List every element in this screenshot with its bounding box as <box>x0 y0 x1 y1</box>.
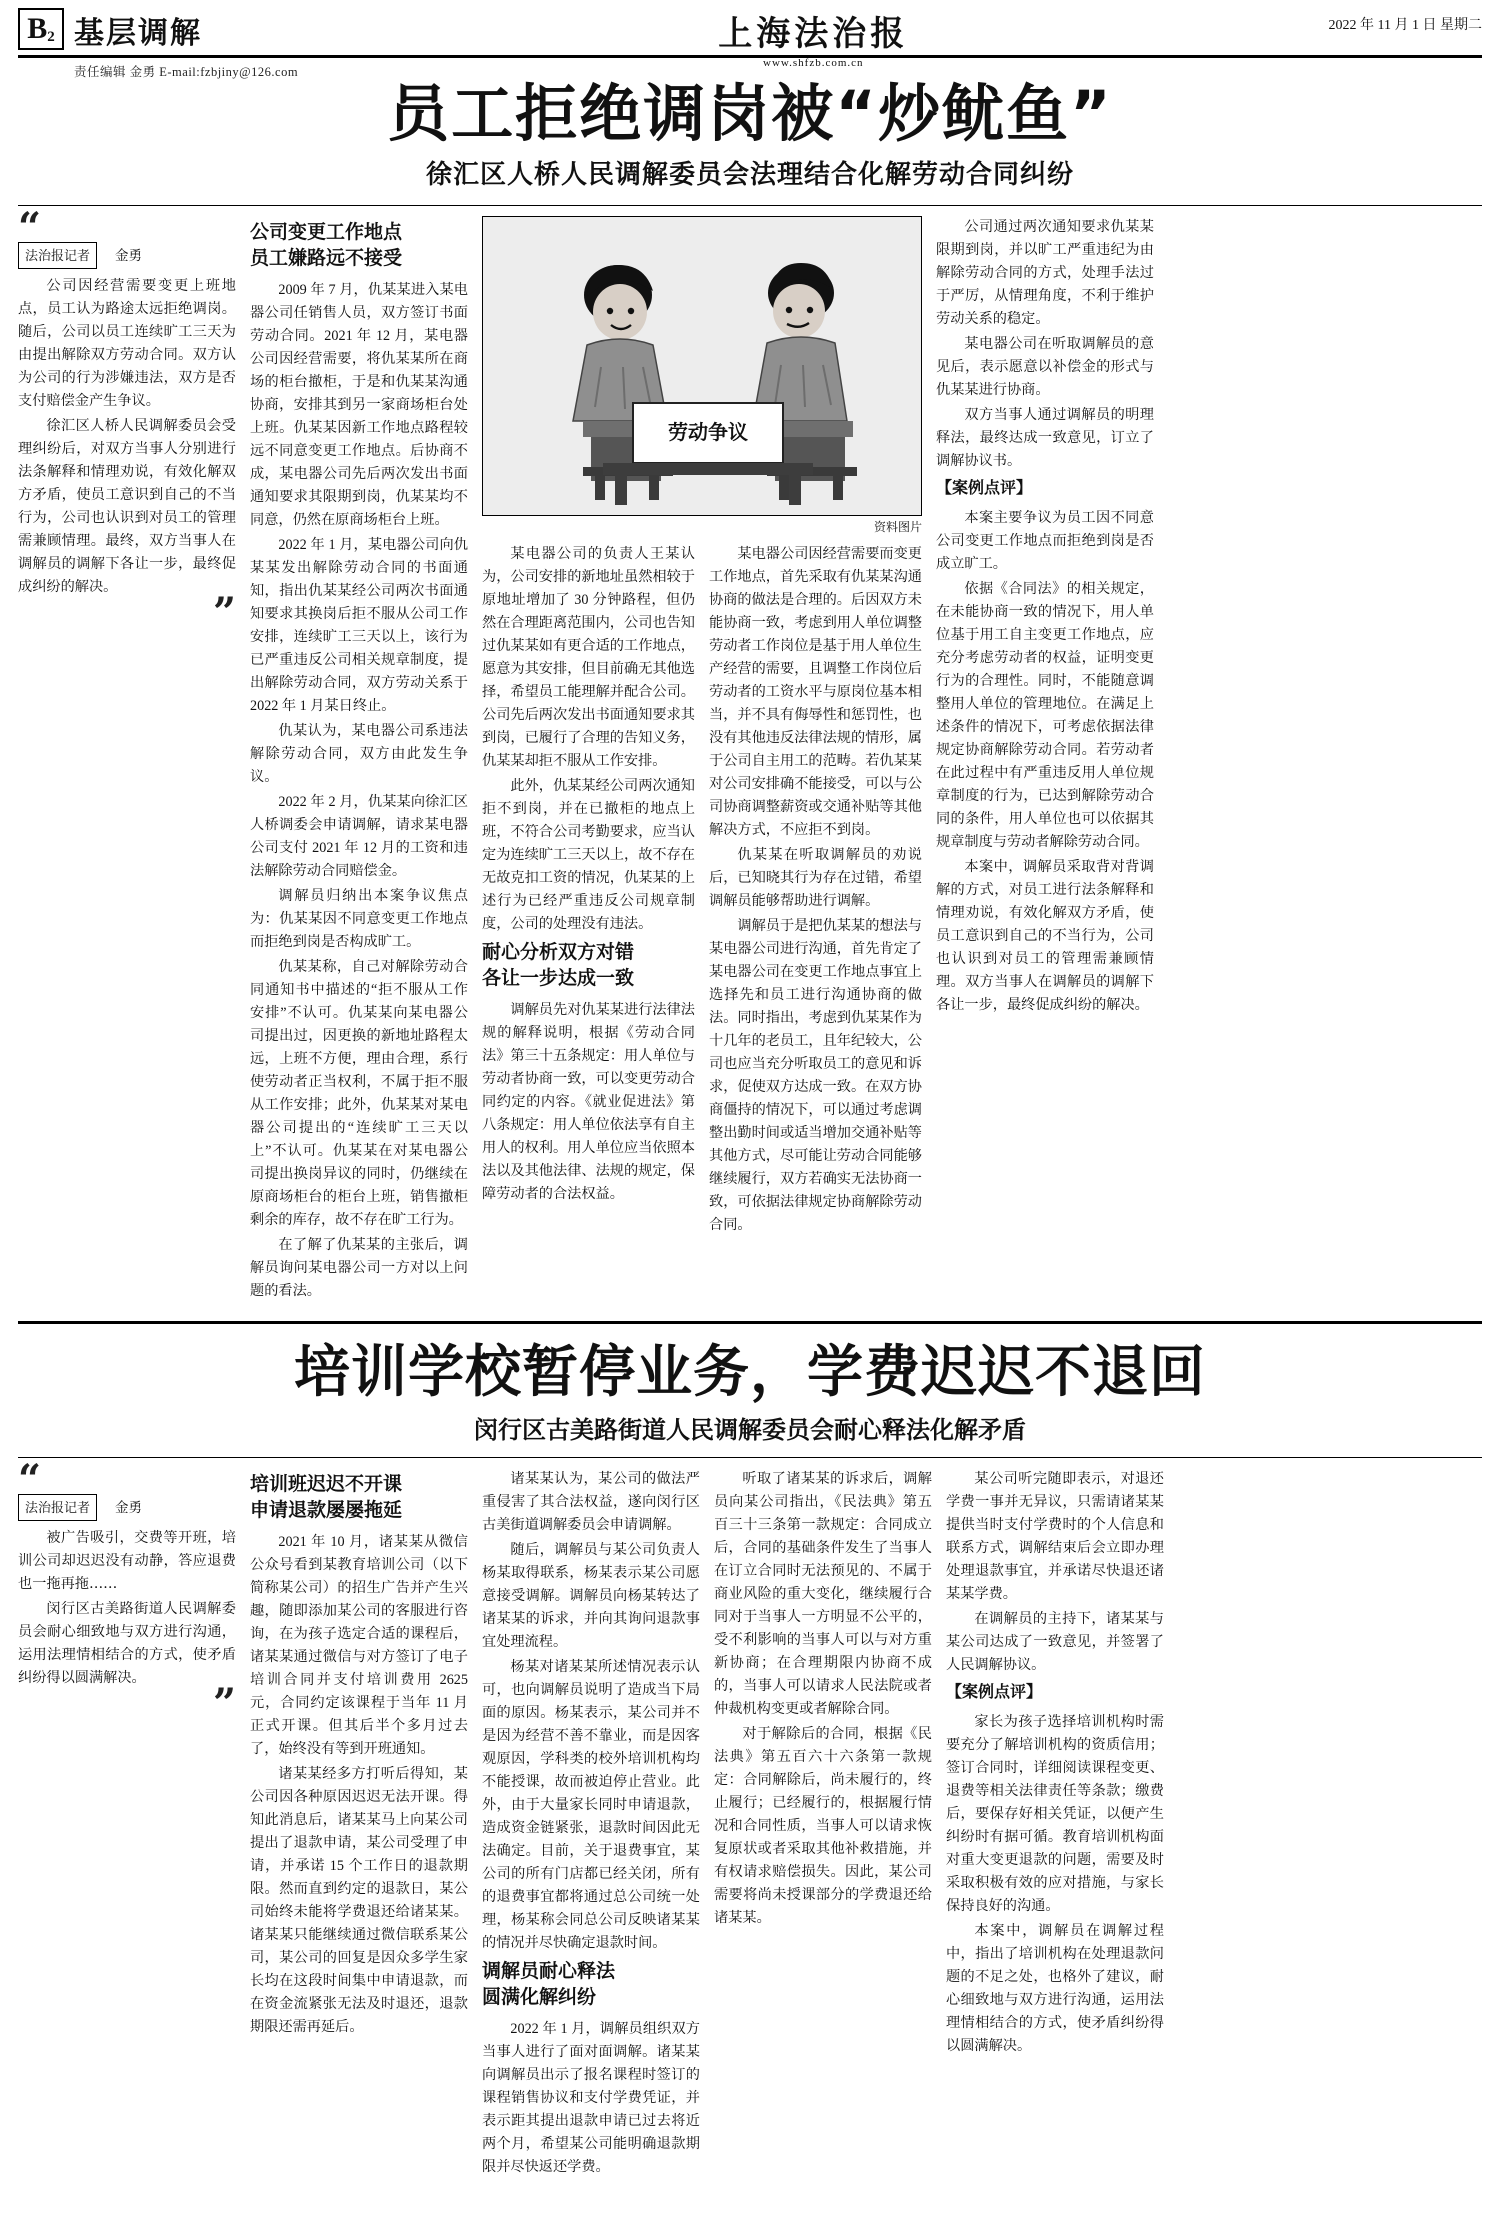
article-2-columns <box>18 1456 1482 2181</box>
article-2-column-4 <box>714 1468 932 1932</box>
article-1-subhead: 徐汇区人桥人民调解委员会法理结合化解劳动合同纠纷 <box>425 160 1074 191</box>
byline-name: 金勇 <box>115 1499 143 1515</box>
editor-line: 责任编辑 金勇 E-mail:fzbjiny@126.com <box>74 65 299 79</box>
article-2-lead-column <box>18 1456 236 1728</box>
body-paragraph: 调解员先对仇某某进行法律法规的解释说明，根据《劳动合同法》第三十五条规定：用人单位与劳动者协商一致，可以变更劳动合同约定的内容。《就业促进法》第八条规定：用人单位依法享有自主用人的权利。用人单位应当依照本法以及其他法律、法规的规定，保障劳动者的合法权益。 <box>482 1002 695 1203</box>
body-paragraph: 此外，仇某某经公司两次通知拒不到岗，并在已撤柜的地点上班，不符合公司考勤要求，应当认定为连续旷工三天以上，故不存在无故克扣工资的情况，仇某某的上述行为已经严重违反公司规章制度，公司的处理没有违法。 <box>482 778 695 933</box>
body-paragraph: 2022 年 1 月，调解员组织双方当事人进行了面对面调解。诸某某向调解员出示了报名课程时签订的课程销售协议和支付学费凭证，并表示距其提出退款申请已过去将近两个月，希望某公司能明确退款期限并尽快返还学费。 <box>482 2021 700 2176</box>
body-paragraph: 2022 年 2 月，仇某某向徐汇区人桥调委会申请调解，请求某电器公司支付 2021 年 12 月的工资和违法解除劳动合同赔偿金。 <box>250 794 468 880</box>
article-1-column-3 <box>482 543 695 1208</box>
body-paragraph: 杨某对诸某某所述情况表示认可，也向调解员说明了造成当下局面的原因。杨某表示，某公司并不是因为经营不善不靠业，而是因客观原因，学科类的校外培训机构均不能授课，故而被迫停止营业。此外，由于大量家长同时申请退款，造成资金链紧张，退款时间因此无法确定。目前，关于退费事宜，某公司的所有门店都已经关闭，所有的退费事宜都将通过总公司统一处理，杨某称会同总公司反映诸某某的情况并尽快确定退款时间。 <box>482 1659 700 1952</box>
body-paragraph: 某电器公司因经营需要而变更工作地点，首先采取有仇某某沟通协商的做法是合理的。后因双方未能协商一致，考虑到用人单位调整劳动者工作岗位是基于用人单位生产经营的需要，且调整工作岗位后劳动者的工资水平与原岗位基本相当，并不具有侮辱性和惩罚性，也没有其他违反法律法规的情形，属于公司自主用工的范畴。若仇某某对公司安排确不能接受，可以与公司协商调整薪资或交通补贴等其他解决方式，不应拒不到岗。 <box>709 546 922 839</box>
body-paragraph: 2009 年 7 月，仇某某进入某电器公司任销售人员，双方签订书面劳动合同。2021 年 12 月，某电器公司因经营需要，将仇某某所在商场的柜台撤柜，于是和仇某某沟通协商，安排其到另一家商场柜台处上班。仇某某因新工作地点路程较远不同意变更工作地点。后协商不成，某电器公司先后两次发出书面通知要求其限期到岗，仇某某均不同意，仍然在原商场柜台上班。 <box>250 282 468 529</box>
section-heading-line: 培训班迟迟不开课 <box>250 1473 403 1496</box>
article-2 <box>18 1342 1482 2181</box>
section-badge-number: 2 <box>47 29 55 45</box>
article-1-center-block <box>482 216 922 1239</box>
section-heading <box>250 220 468 271</box>
body-paragraph: 2022 年 1 月，某电器公司向仇某某发出解除劳动合同的书面通知，指出仇某某经公司两次书面通知要求其换岗后拒不服从公司工作安排，连续旷工三天以上，该行为已严重违反公司相关规章制度，提出解除劳动合同，双方劳动关系于 2022 年 1 月某日终止。 <box>250 537 468 715</box>
byline-label: 法治报记者 <box>18 242 97 269</box>
byline-name: 金勇 <box>115 247 143 263</box>
section-heading-line: 员工嫌路远不接受 <box>250 246 403 269</box>
paper-name: 上海法治报 <box>718 14 909 54</box>
byline-label: 法治报记者 <box>18 1494 97 1521</box>
comment-paragraph: 依据《合同法》的相关规定，在未能协商一致的情况下，用人单位基于用工自主变更工作地点，应充分考虑劳动者的权益，证明变更行为的合理性。同时，不能随意调整用人单位的管理地位。在满足上述条件的情况下，可考虑依据法律规定协商解除劳动合同。若劳动者在此过程中有严重违反用人单位规章制度的行为，已达到解除劳动合同的条件，用人单位也可以依据其规章制度与劳动者解除劳动合同。 <box>936 580 1154 850</box>
divider <box>18 1457 1482 1458</box>
body-paragraph: 双方当事人通过调解员的明理释法，最终达成一致意见，订立了调解协议书。 <box>936 407 1154 470</box>
article-1-headline: 员工拒绝调岗被“炒鱿鱼” <box>387 77 1113 150</box>
section-heading-line: 耐心分析双方对错 <box>482 941 635 964</box>
body-paragraph: 调解员归纳出本案争议焦点为：仇某某因不同意变更工作地点而拒绝到岗是否构成旷工。 <box>250 888 468 951</box>
body-paragraph: 随后，调解员与某公司负责人杨某取得联系，杨某表示某公司愿意接受调解。调解员向杨某转达了诸某某的诉求，并向其询问退款事宜处理流程。 <box>482 1542 700 1651</box>
masthead <box>18 0 1482 79</box>
article-1-column-5 <box>936 216 1154 1019</box>
body-paragraph: 某公司听完随即表示，对退还学费一事并无异议，只需请诸某某提供当时支付学费时的个人信息和联系方式，调解结束后会立即办理处理退款事宜，并承诺尽快退还诸某某学费。 <box>946 1471 1164 1603</box>
paper-url[interactable]: www.shfzb.com.cn <box>763 57 864 69</box>
section-heading <box>482 1959 700 2010</box>
section-heading <box>482 940 695 991</box>
masthead-left <box>18 6 298 80</box>
body-paragraph: 某电器公司的负责人王某认为，公司安排的新地址虽然相较于原地址增加了 30 分钟路程，但仍然在合理距离范围内，公司也告知过仇某某如有更合适的工作地点，愿意为其安排，但目前确无其他选择，希望员工能理解并配合公司。公司先后两次发出书面通知要求其到岗，已履行了合理的告知义务，仇某某却拒不服从工作安排。 <box>482 546 695 770</box>
lead-paragraph: 徐汇区人桥人民调解委员会受理纠纷后，对双方当事人分别进行法条解释和情理劝说，有效化解双方矛盾，使员工意识到自己的不当行为，公司也认识到对员工的管理需兼顾情理。最终，双方当事人在调解员的调解下各让一步，最终促成纠纷的解决。 <box>18 418 236 596</box>
divider <box>18 205 1482 206</box>
article-1-column-2 <box>250 216 468 1305</box>
section-heading-line: 各让一步达成一致 <box>482 966 635 989</box>
article-1-center-text-columns <box>482 543 922 1239</box>
section-badge <box>18 8 64 50</box>
article-2-column-3 <box>482 1468 700 2181</box>
body-paragraph: 诸某某经多方打听后得知，某公司因各种原因迟迟无法开课。得知此消息后，诸某某马上向某公司提出了退款申请，某公司受理了申请，并承诺 15 个工作日的退款期限。然而直到约定的退款日，某公司始终未能将学费退还给诸某某。诸某某只能继续通过微信联系某公司，某公司的回复是因众多学生家长均在这段时间集中申请退款，而在资金流紧张无法及时退还，退款期限还需再延后。 <box>250 1766 468 2036</box>
cartoon-svg <box>483 217 922 516</box>
quote-open-icon: “ <box>18 204 42 252</box>
quote-open-icon: “ <box>18 1456 42 1504</box>
body-paragraph: 仇某认为，某电器公司系违法解除劳动合同，双方由此发生争议。 <box>250 723 468 786</box>
body-paragraph: 仇某某在听取调解员的劝说后，已知晓其行为存在过错，希望调解员能够帮助进行调解。 <box>709 847 922 910</box>
section-heading-line: 申请退款屡屡拖延 <box>250 1498 403 1521</box>
article-2-headline: 培训学校暂停业务，学费迟迟不退回 <box>294 1340 1206 1406</box>
section-title: 基层调解 <box>74 16 202 51</box>
article-1-lead-column <box>18 204 236 637</box>
lead-paragraph: 被广告吸引，交费等开班，培训公司却迟迟没有动静，答应退费也一拖再拖…… <box>18 1530 236 1593</box>
byline <box>18 1494 236 1521</box>
body-paragraph: 在了解了仇某某的主张后，调解员询问某电器公司一方对以上问题的看法。 <box>250 1237 468 1300</box>
section-heading-line: 调解员耐心释法 <box>482 1960 616 1983</box>
section-heading-line: 圆满化解纠纷 <box>482 1985 597 2008</box>
section-heading <box>250 1472 468 1523</box>
desk-sign-text: 劳动争议 <box>668 420 748 445</box>
comment-paragraph: 家长为孩子选择培训机构时需要充分了解培训机构的资质信用；签订合同时，详细阅读课程变更、退费等相关法律责任等条款；缴费后，要保存好相关凭证，以便产生纠纷时有据可循。教育培训机构面对重大变更退款的问题，需要及时采取积极有效的应对措施，与家长保持良好的沟通。 <box>946 1713 1164 1914</box>
body-paragraph: 诸某某认为，某公司的做法严重侵害了其合法权益，遂向闵行区古美街道调解委员会申请调解。 <box>482 1471 700 1534</box>
comment-paragraph: 本案中，调解员采取背对背调解的方式，对员工进行法条解释和情理劝说，有效化解双方矛盾，使员工意识到自己的不当行为，公司也认识到对员工的管理需兼顾情理。双方当事人在调解员的调解下各让一步，最终促成纠纷的解决。 <box>936 858 1154 1013</box>
article-2-column-2 <box>250 1468 468 2041</box>
cartoon-illustration <box>482 216 922 516</box>
section-badge-letter: B <box>27 12 48 45</box>
cartoon-caption: 资料图片 <box>873 520 922 535</box>
article-2-column-5 <box>946 1468 1164 2060</box>
quote-close-icon: ” <box>212 589 236 637</box>
comment-title: 【案例点评】 <box>936 478 1033 498</box>
article-1-columns <box>18 204 1482 1305</box>
body-paragraph: 仇某某称，自己对解除劳动合同通知书中描述的“拒不服从工作安排”不认可。仇某某向某电器公司提出过，因更换的新地址路程太远，上班不方便，理由合理，系行使劳动者正当权利，不属于拒不服从工作安排；此外，仇某某对某电器公司提出的“连续旷工三天以上”不认可。仇某某在对某电器公司提出换岗异议的同时，仍继续在原商场柜台的柜台上班，销售撤柜剩余的库存，故不存在旷工行为。 <box>250 959 468 1229</box>
lead-paragraph: 闵行区古美路街道人民调解委员会耐心细致地与双方进行沟通，运用法理情相结合的方式，使矛盾纠纷得以圆满解决。 <box>18 1601 236 1687</box>
comment-paragraph: 本案主要争议为员工因不同意公司变更工作地点而拒绝到岗是否成立旷工。 <box>936 509 1154 572</box>
byline <box>18 242 236 269</box>
section-heading-line: 公司变更工作地点 <box>250 221 403 244</box>
body-paragraph: 调解员于是把仇某某的想法与某电器公司进行沟通，首先肯定了某电器公司在变更工作地点事宜上选择先和员工进行沟通协商的做法。同时指出，考虑到仇某某作为十几年的老员工，且年纪较大，公司也应当充分听取员工的意见和诉求，促使双方达成一致。在双方协商僵持的情况下，可以通过考虑调整出勤时间或适当增加交通补贴等其他方式，尽可能让劳动合同能够继续履行，双方若确实无法协商一致，可依据法律规定协商解除劳动合同。 <box>709 918 922 1234</box>
comment-title: 【案例点评】 <box>946 1682 1043 1702</box>
article-divider <box>18 1321 1482 1324</box>
body-paragraph: 2021 年 10 月，诸某某从微信公众号看到某教育培训公司（以下简称某公司）的招生广告并产生兴趣，随即添加某公司的客服进行咨询，在为孩子选定合适的课程后，诸某某通过微信与对方签订了电子培训合同并支付培训费用 2625 元，合同约定该课程于当年 11 月正式开课。但其后半个多月过去了，始终没有等到开班通知。 <box>250 1534 468 1758</box>
comment-paragraph: 本案中，调解员在调解过程中，指出了培训机构在处理退款问题的不足之处，也格外了建议，耐心细致地与双方进行沟通，运用法理情相结合的方式，使矛盾纠纷得以圆满解决。 <box>946 1922 1164 2054</box>
article-1 <box>18 77 1482 1305</box>
body-paragraph: 某电器公司在听取调解员的意见后，表示愿意以补偿金的形式与仇某某进行协商。 <box>936 336 1154 399</box>
article-2-subhead: 闵行区古美路街道人民调解委员会耐心释法化解矛盾 <box>474 1416 1026 1445</box>
quote-close-icon: ” <box>212 1680 236 1728</box>
body-paragraph: 对于解除后的合同，根据《民法典》第五百六十六条第一款规定：合同解除后，尚未履行的，终止履行；已经履行的，根据履行情况和合同性质，当事人可以请求恢复原状或者采取其他补救措施，并有权请求赔偿损失。因此，某公司需要将尚未授课部分的学费退还给诸某某。 <box>714 1726 932 1927</box>
masthead-center <box>298 6 1328 69</box>
body-paragraph: 在调解员的主持下，诸某某与某公司达成了一致意见，并签署了人民调解协议。 <box>946 1611 1164 1674</box>
article-1-column-4 <box>709 543 922 1239</box>
issue-date: 2022 年 11 月 1 日 星期二 <box>1328 18 1482 33</box>
body-paragraph: 听取了诸某某的诉求后，调解员向某公司指出，《民法典》第五百三十三条第一款规定：合同成立后，合同的基础条件发生了当事人在订立合同时无法预见的、不属于商业风险的重大变化，继续履行合同对于当事人一方明显不公平的，受不利影响的当事人可以与对方重新协商；在合理期限内协商不成的，当事人可以请求人民法院或者仲裁机构变更或者解除合同。 <box>714 1471 932 1718</box>
body-paragraph: 公司通过两次通知要求仇某某限期到岗，并以旷工严重违纪为由解除劳动合同的方式，处理手法过于严厉，从情理角度，不利于维护劳动关系的稳定。 <box>936 219 1154 328</box>
lead-paragraph: 公司因经营需要变更上班地点，员工认为路途太远拒绝调岗。随后，公司以员工连续旷工三天为由提出解除双方劳动合同。双方认为公司的行为涉嫌违法，双方是否支付赔偿金产生争议。 <box>18 278 236 410</box>
